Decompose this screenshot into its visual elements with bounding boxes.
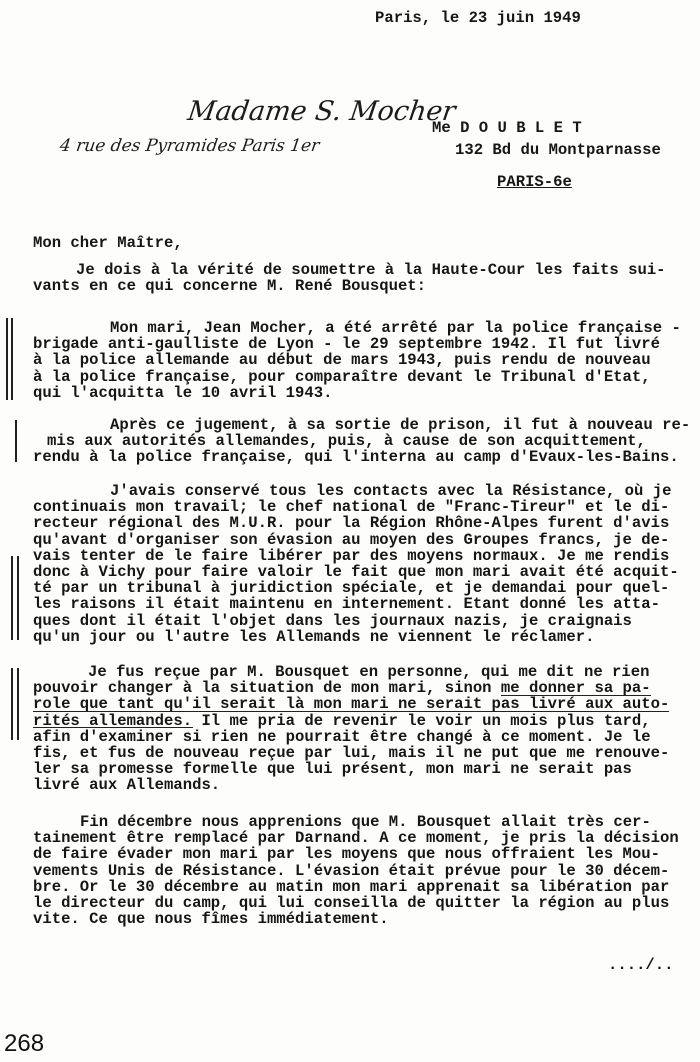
text-line: pouvoir changer à la situation de mon mari, sinon me donner sa pa- <box>33 679 651 698</box>
margin-mark <box>11 556 13 640</box>
text-line: recteur régional des M.U.R. pour la Région Rhône-Alpes furent d'avis <box>33 514 670 533</box>
margin-mark <box>11 668 13 740</box>
text-line: mis aux autorités allemandes, puis, à cause de son acquittement, <box>47 432 646 451</box>
salutation: Mon cher Maître, <box>33 234 183 252</box>
text-line: J'avais conservé tous les contacts avec la Résistance, où je <box>110 482 672 500</box>
text-line: de faire évader mon mari par les moyens que nous offraient les Mou- <box>33 845 660 864</box>
text-line: brigade anti-gaulliste de Lyon - le 29 septembre 1942. Il fut livré <box>33 335 660 354</box>
margin-mark <box>11 318 13 400</box>
paragraph <box>33 814 679 927</box>
text-line: tainement être remplacé par Darnand. A ce moment, je pris la décision <box>33 829 679 848</box>
ink-underline <box>33 711 669 712</box>
text-line: le directeur du camp, qui lui conseilla de quitter la région au plus <box>33 893 670 912</box>
text-line: qui l'acquitta le 10 avril 1943. <box>33 383 333 402</box>
text-line: vements Unis de Résistance. L'évasion était prévue pour le 30 décem- <box>33 861 670 880</box>
text-line: à la police allemande au début de mars 1943, puis rendu de nouveau <box>33 351 651 370</box>
text-line: Mon mari, Jean Mocher, a été arrêté par la police française - <box>110 319 681 337</box>
ink-underline <box>501 695 651 696</box>
ink-underline <box>33 727 193 728</box>
paragraph <box>33 262 666 294</box>
text-line: role que tant qu'il serait là mon mari ne serait pas livré aux auto- <box>33 695 670 714</box>
text-line: livré aux Allemands. <box>33 776 221 795</box>
margin-mark <box>17 668 19 740</box>
text-line: té par un tribunal à juridiction spéciale, et je demandai pour quel- <box>33 579 670 598</box>
handwritten-sender-name: Madame S. Mocher <box>185 96 458 127</box>
text-line: bre. Or le 30 décembre au matin mon mari apprenait sa libération par <box>33 877 670 896</box>
recipient-street: 132 Bd du Montparnasse <box>455 141 661 159</box>
text-line: continuais mon travail; le chef national de "Franc-Tireur" et le di- <box>33 498 670 517</box>
text-line: Fin décembre nous apprenions que M. Bousquet allait très cer- <box>80 813 651 831</box>
text-line: Après ce jugement, à sa sortie de prison, il fut à nouveau re- <box>110 416 691 434</box>
text-line: Je dois à la vérité de soumettre à la Haute-Cour les faits sui- <box>76 261 666 279</box>
paragraph <box>33 664 669 794</box>
text-line: ler sa promesse formelle que lui présent, mon mari ne serait pas <box>33 760 632 779</box>
text-line: qu'avant d'organiser son évasion au moyen des Groupes francs, je de- <box>33 530 670 549</box>
text-line: donc à Vichy pour faire valoir le fait que mon mari avait été acquit- <box>33 562 679 581</box>
text-line: rendu à la police française, qui l'interna au camp d'Evaux-les-Bains. <box>33 448 679 467</box>
margin-mark <box>15 420 17 462</box>
text-line: à la police française, pour comparaître devant le Tribunal d'Etat, <box>33 367 651 386</box>
text-line: rités allemandes. Il me pria de revenir le voir un mois plus tard, <box>33 711 651 730</box>
text-line: afin d'examiner si rien ne pourrait être changé à ce moment. Je le <box>33 727 651 746</box>
text-line: vais tenter de le faire libérer par des moyens normaux. Je me rendis <box>33 546 670 565</box>
handwritten-sender-address: 4 rue des Pyramides Paris 1er <box>58 136 321 156</box>
page-number: 268 <box>4 1030 45 1057</box>
paragraph <box>33 417 690 466</box>
recipient-name: Me D O U B L E T <box>432 119 582 137</box>
letter-date: Paris, le 23 juin 1949 <box>375 9 581 27</box>
paragraph <box>33 483 679 645</box>
continuation-mark: ..../.. <box>608 956 674 974</box>
text-line: les raisons il était maintenu en internement. Etant donné les atta- <box>33 595 660 614</box>
text-line: fis, et fus de nouveau reçue par lui, mais il ne put que me renouve- <box>33 743 670 762</box>
text-line: Je fus reçue par M. Bousquet en personne, qui me dit ne rien <box>88 663 650 681</box>
text-line: vants en ce qui concerne M. René Bousquet: <box>33 277 427 296</box>
margin-mark <box>17 556 19 640</box>
recipient-city: PARIS-6e <box>497 173 572 191</box>
text-line: ques dont il était l'objet dans les journaux nazis, je craignais <box>33 611 632 630</box>
text-line: vite. Ce que nous fîmes immédiatement. <box>33 910 389 929</box>
text-line: qu'un jour ou l'autre les Allemands ne viennent le réclamer. <box>33 627 595 646</box>
margin-mark <box>6 318 8 400</box>
paragraph <box>33 320 681 401</box>
